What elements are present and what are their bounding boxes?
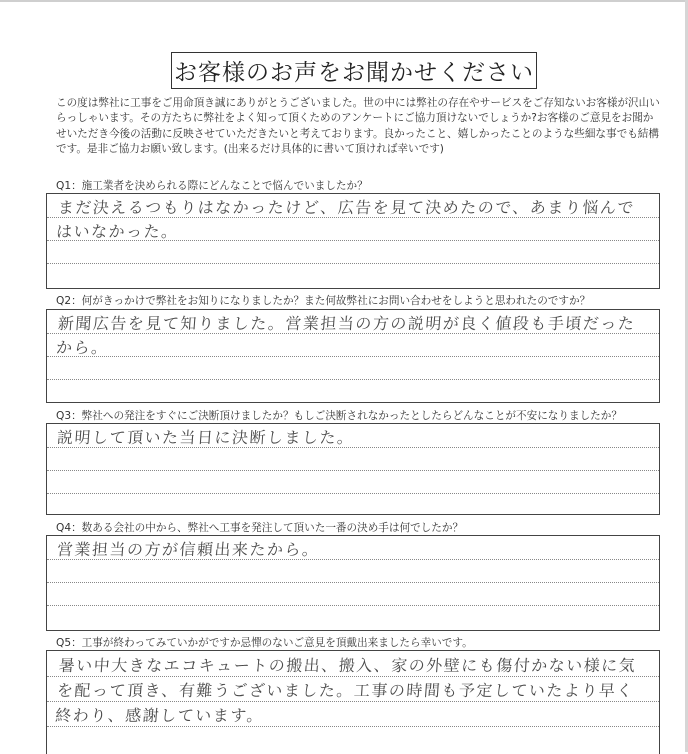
question-2-label: Q2：何がきっかけで弊社をお知りになりましたか？また何故弊社にお問い合わせをしようと思われたのですか？ <box>56 295 591 307</box>
answer-5-handwriting: 暑い中大きなエコキュートの搬出、搬入、家の外壁にも傷付かない様に気を配って頂き、有難うございました。工事の時間も予定していたより早く終わり、感謝しています。 <box>54 656 637 725</box>
answer-box-4 <box>46 535 660 631</box>
page-title <box>171 52 537 89</box>
question-4-label: Q4：数ある会社の中から、弊社へ工事を発注して頂いた一番の決め手は何でしたか？ <box>56 522 464 534</box>
answer-1-handwriting: まだ決えるつもりはなかったけど、広告を見て決めたので、あまり悩んではいなかった。 <box>55 198 636 241</box>
answer-2-handwriting: 新聞広告を見て知りました。営業担当の方の説明が良く値段も手頃だったから。 <box>55 314 637 357</box>
answer-4-handwriting: 営業担当の方が信頼出来たから。 <box>56 540 321 559</box>
answer-box-3 <box>46 423 660 515</box>
scan-edge-top <box>0 0 688 2</box>
answer-box-5 <box>46 650 660 754</box>
answer-3-handwriting: 説明して頂いた当日に決断しました。 <box>56 428 356 447</box>
question-3-label: Q3：弊社への発注をすぐにご決断頂けましたか？もしご決断されなかったとしたらどんなことが不安になりましたか？ <box>56 410 622 422</box>
page-title-text: お客様のお声をお聞かせください <box>174 60 534 86</box>
question-5-label: Q5：工事が終わってみていかがですか忌憚のないご意見を頂戴出来ましたら幸いです。 <box>56 637 473 649</box>
answer-box-1 <box>46 193 660 289</box>
answer-box-2 <box>46 309 660 403</box>
intro-text: この度は弊社に工事をご用命頂き誠にありがとうございました。世の中には弊社の存在やサービスをご存知ないお客様が沢山いらっしゃいます。その方たちに弊社をよく知って頂くためのアンケートにご協力頂けないでしょうか?お客様のご意見をお聞かせいただき今後の活動に反映させていただきたいと考えております。良かったこと、嬉しかったことのような些細な事でも結構です。是非ご協力お願い致します。(出来るだけ具体的に書いて頂ければ幸いです) <box>56 97 660 156</box>
question-1-label: Q1：施工業者を決められる際にどんなことで悩んでいましたか？ <box>56 180 368 192</box>
